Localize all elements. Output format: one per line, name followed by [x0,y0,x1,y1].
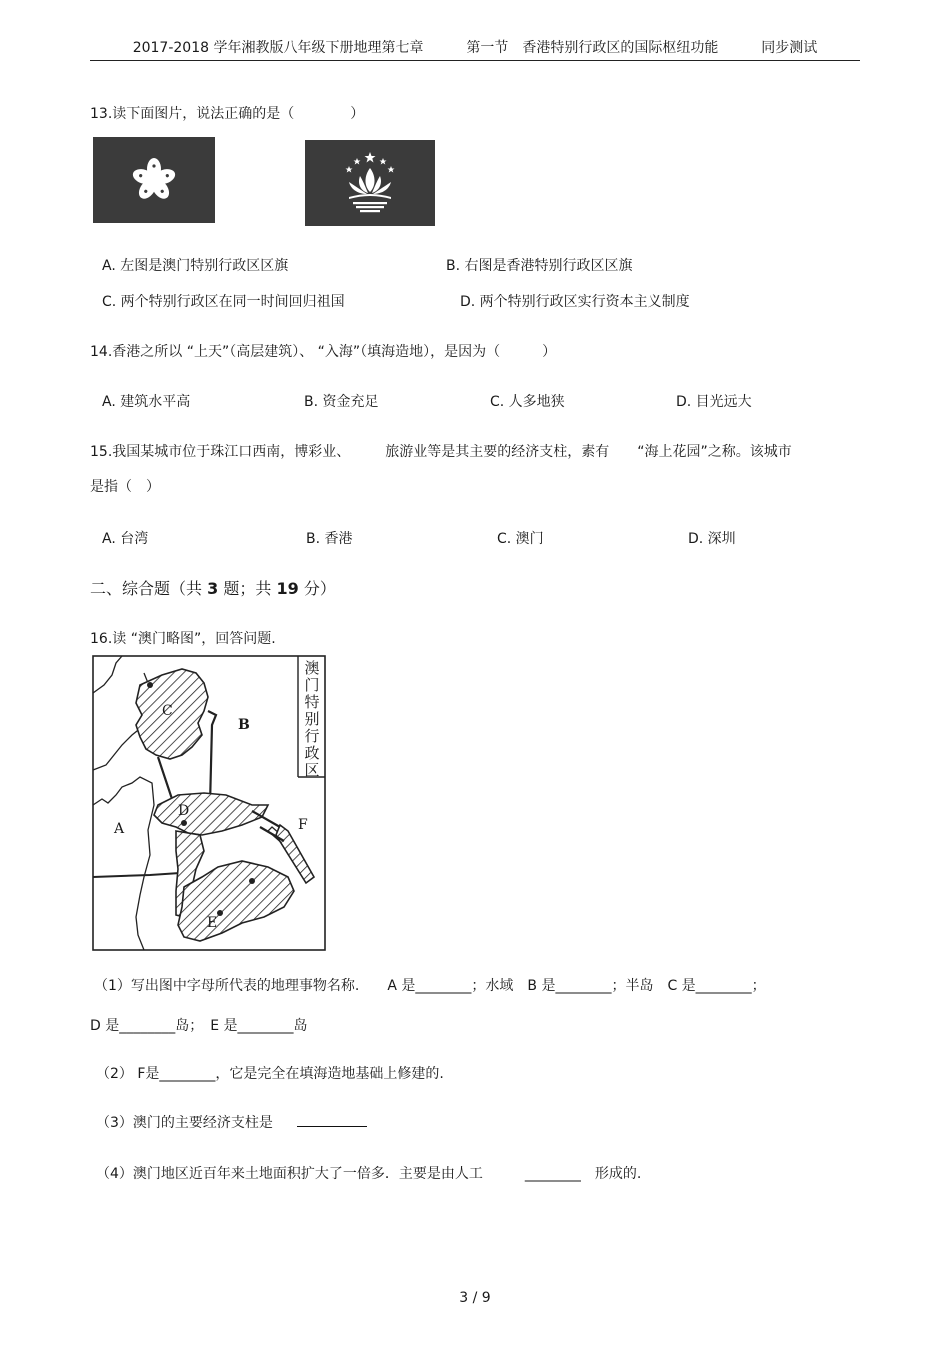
macau-map [92,655,326,951]
header-right: 同步测试 [761,40,818,56]
q13-stem: 13.读下面图片，说法正确的是（ ） [90,106,365,122]
map-label-a: A [114,821,125,837]
q15-option-c: C. 澳门 [497,531,544,547]
q14-option-a: A. 建筑水平高 [102,394,191,410]
q16-sub1-line1: （1）写出图中字母所代表的地理事物名称. A 是________；水域 B 是________；半岛 C 是________； [94,978,766,994]
header-divider [90,60,860,61]
q15-option-a: A. 台湾 [102,531,149,547]
map-title-char: 行 [304,727,320,745]
q13-option-a: A. 左图是澳门特别行政区区旗 [102,258,289,274]
q16-sub3 [96,1112,367,1132]
q14-option-b: B. 资金充足 [304,394,379,410]
header-middle: 第一节 香港特别行政区的国际枢纽功能 [466,40,719,56]
section-2-count: 3 [207,579,219,598]
section-2-prefix: 二、综合题（共 [90,579,203,598]
page-number: 3 / 9 [459,1290,491,1306]
map-label-b: B [238,717,250,733]
map-title-char: 澳 [304,659,320,677]
q14-option-c: C. 人多地狭 [490,394,565,410]
map-title-char: 别 [304,710,320,728]
section-2-heading [90,576,336,599]
map-title-char: 政 [304,744,320,762]
q13-option-c: C. 两个特别行政区在同一时间回归祖国 [102,294,345,310]
answer-blank[interactable] [297,1126,367,1127]
q15-stem-line2: 是指（ ） [90,479,160,495]
map-label-d: D [178,803,190,819]
section-2-mid: 题；共 [223,579,272,598]
macau-flag-image [305,140,435,226]
q13-option-b: B. 右图是香港特别行政区区旗 [446,258,633,274]
map-title [304,659,319,779]
q16-sub4: （4）澳门地区近百年来土地面积扩大了一倍多．主要是由人工 ________ 形成的. [96,1166,642,1182]
q16-sub2: （2） F是________，它是完全在填海造地基础上修建的. [96,1066,444,1082]
q15-option-b: B. 香港 [306,531,353,547]
map-label-f: F [298,817,308,833]
q13-option-d: D. 两个特别行政区实行资本主义制度 [460,294,690,310]
map-title-char: 门 [304,676,320,694]
map-label-c: C [162,703,173,719]
map-title-char: 区 [304,761,320,779]
page-header [0,37,950,57]
hong-kong-flag-image [93,137,215,223]
map-label-e: E [207,915,218,931]
section-2-suffix: 分） [303,579,336,598]
header-left: 2017-2018 学年湘教版八年级下册地理第七章 [132,40,424,56]
q14-stem: 14.香港之所以 “上天”（高层建筑）、 “入海”（填海造地），是因为（ ） [90,344,557,360]
q16-stem: 16.读 “澳门略图”，回答问题. [90,631,276,647]
section-2-score: 19 [276,579,299,598]
q15-stem-line1: 15.我国某城市位于珠江口西南，博彩业、 旅游业等是其主要的经济支柱，素有 “海上花园”之称。该城市 [90,444,792,460]
q14-option-d: D. 目光远大 [676,394,752,410]
q16-sub1-line2: D 是________岛； E 是________岛 [90,1018,308,1034]
map-title-char: 特 [304,693,320,711]
q15-option-d: D. 深圳 [688,531,736,547]
q16-sub3-text: （3）澳门的主要经济支柱是 [96,1115,273,1131]
